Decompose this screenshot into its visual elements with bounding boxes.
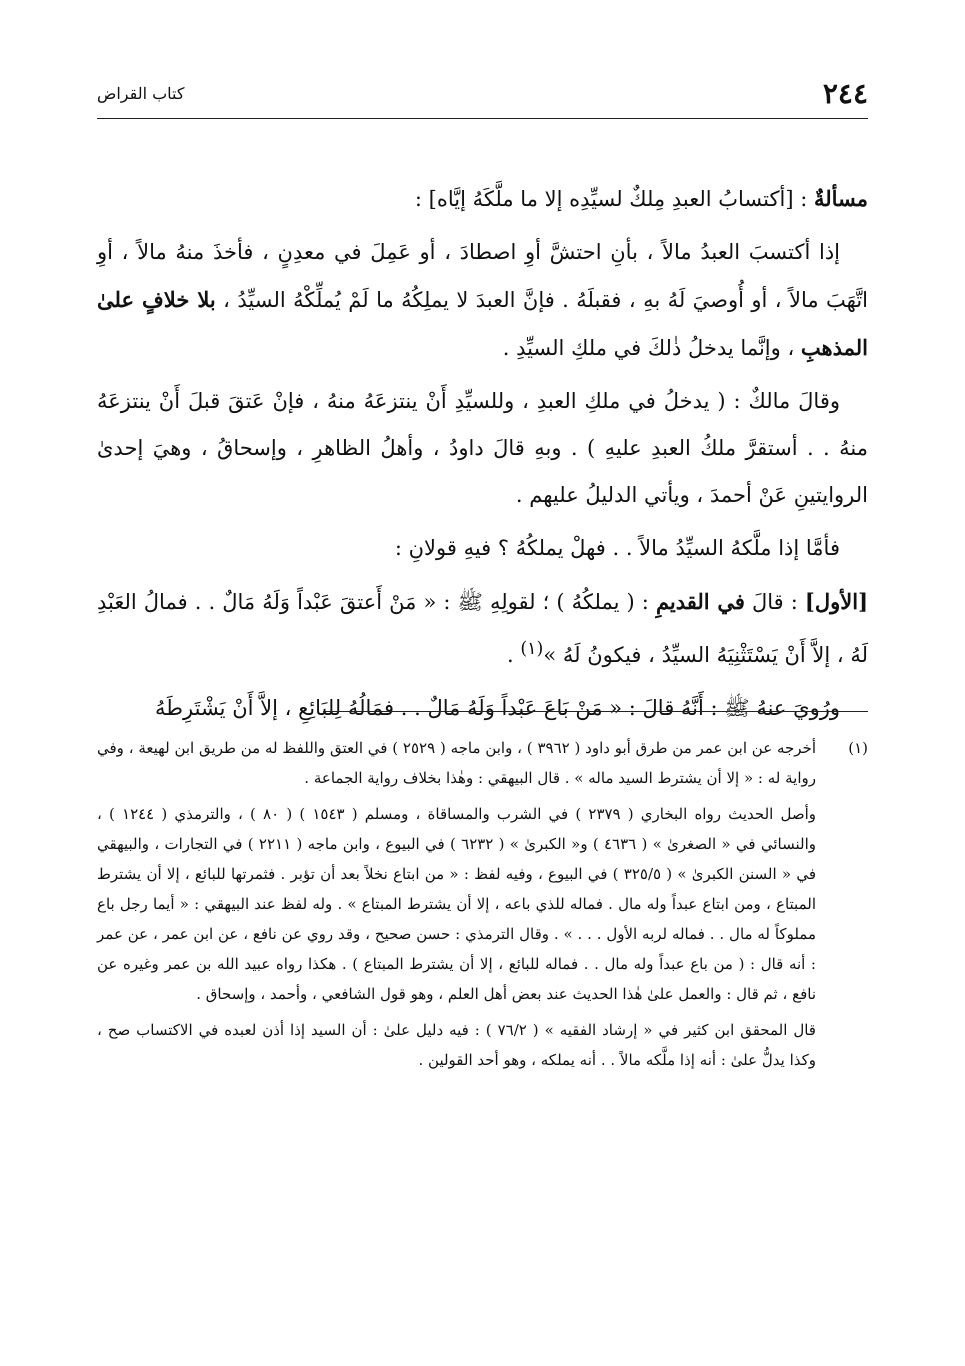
masala-title: : [أكتسابُ العبدِ مِلكٌ لسيِّدِه إلا ما ملَّكَهُ إيَّاه] : (414, 187, 814, 211)
footnotes (97, 733, 868, 1081)
paragraph-4-end: . (506, 643, 521, 667)
paragraph-4-bold-1: [الأول] (804, 589, 869, 614)
masala-heading (97, 175, 868, 223)
footnote-body (97, 733, 816, 1081)
main-text (97, 175, 868, 738)
footnote-number: (١) (848, 739, 868, 757)
paragraph-1-bold: بلا خلافٍ علىٰ المذهبِ (97, 287, 868, 360)
paragraph-1 (97, 229, 868, 372)
paragraph-4 (97, 578, 868, 679)
paragraph-3: فأمَّا إذا ملَّكهُ السيِّدُ مالاً . . فهلْ يملكُهُ ؟ فيهِ قولانِ : (394, 536, 840, 560)
footnote-divider (323, 711, 868, 712)
footnote-1 (97, 733, 868, 1081)
paragraph-5: ورُويَ عنهُ ﷺ : أَنَّهُ قالَ : « مَنْ بَاعَ عَبْداً وَلَهُ مَالٌ . . فمَالُهُ لِلبَائِعِ ، إلاَّ أَنْ يَشْتَرِطَهُ (155, 696, 840, 720)
masala-label: مسألةٌ (813, 186, 868, 211)
footnote-paragraph-1: أخرجه عن ابن عمر من طرق أبو داود ( ٣٩٦٢ ) ، وابن ماجه ( ٢٥٢٩ ) في العتق واللفظ له من طريق ابن لهيعة ، وفي رواية له : « إلا أن يشترط السيد ماله » . قال البيهقي : وهٰذا بخلاف رواية الجماعة . (97, 739, 816, 787)
paragraph-4-text-b: : ( يملكُهُ ) ؛ لقولِهِ ﷺ : « مَنْ أَعتقَ عَبْداً وَلَهُ مَالٌ . . فمالُ العَبْدِ لَهُ ، إلاَّ أَنْ يَسْتَثْنِيَهُ السيِّدُ ، فيكونُ لَهُ » (97, 590, 868, 667)
paragraph-2: وقالَ مالكٌ : ( يدخلُ في ملكِ العبدِ ، وللسيِّدِ أَنْ ينتزعَهُ منهُ ، فإنْ عَتقَ قبلَ أَنْ ينتزعَهُ منهُ . . أستقرَّ ملكُ العبدِ عليهِ ) . وبهِ قالَ داودُ ، وأهلُ الظاهرِ ، وإسحاقُ ، وهيَ إحدىٰ الروايتينِ عَنْ أحمدَ ، ويأتي الدليلُ عليهم . (97, 389, 868, 507)
paragraph-4-text-a: : قالَ (744, 590, 805, 614)
page-header (97, 70, 868, 119)
footnote-paragraph-2: وأصل الحديث رواه البخاري ( ٢٣٧٩ ) في الشرب والمساقاة ، ومسلم ( ١٥٤٣ ) ( ٨٠ ) ، والترمذي ( ١٢٤٤ ) ، والنسائي في « الصغرىٰ » ( ٤٦٣٦ ) و« الكبرىٰ » ( ٦٢٣٢ ) في البيوع ، وابن ماجه ( ٢٢١١ ) في التجارات ، والبيهقي في « السنن الكبرىٰ » ( ٣٢٥/٥ ) في البيوع ، وفيه لفظ : « من ابتاع نخلاً بعد أن تؤبر . فثمرتها للبائع ، إلا أن يشترط المبتاع ، ومن ابتاع عبداً وله مال . فماله للذي باعه ، إلا أن يشترط المبتاع » . وله لفظ عند البيهقي : « أيما رجل باع مملوكاً له مال . . فماله لربه الأول . . . » . وقال الترمذي : حسن صحيح ، وقد روي عن نافع ، عن ابن عمر ، عن عمر : أنه قال : ( من باع عبداً وله مال . . فماله للبائع ، إلا أن يشترط المبتاع ) . هكذا رواه عبيد الله بن عمر وغيره عن نافع ، ثم قال : والعمل علىٰ هٰذا الحديث عند بعض أهل العلم ، وهو قول الشافعي ، وأحمد ، وإسحاق . (97, 805, 817, 1003)
footnote-reference: (١) (520, 639, 544, 659)
footnote-paragraph-3: قال المحقق ابن كثير في « إرشاد الفقيه » ( ٧٦/٢ ) : فيه دليل علىٰ : أن السيد إذا أذن لعبده في الاكتساب صح ، وكذا يدلُّ علىٰ : أنه إذا ملَّكه مالاً . . أنه يملكه ، وهو أحد القولين . (97, 1021, 816, 1069)
page-number: ٢٤٤ (822, 77, 868, 110)
running-title: كتاب القراض (97, 84, 185, 103)
paragraph-1-text-a: إذا أكتسبَ العبدُ مالاً ، بأنِ احتشَّ أوِ اصطادَ ، أو عَمِلَ في معدِنٍ ، فأخذَ منهُ مالاً ، أوِ اتَّهَبَ مالاً ، أو أُوصيَ لَهُ بهِ ، فقبلَهُ . فإنَّ العبدَ لا يملِكُهُ ما لَمْ يُملِّكْهُ السيِّدُ ، (97, 240, 868, 312)
paragraph-1-text-b: ، وإنَّما يدخلُ ذٰلكَ في ملكِ السيِّدِ . (502, 336, 801, 360)
paragraph-4-bold-2: في القديمِ (655, 589, 745, 614)
